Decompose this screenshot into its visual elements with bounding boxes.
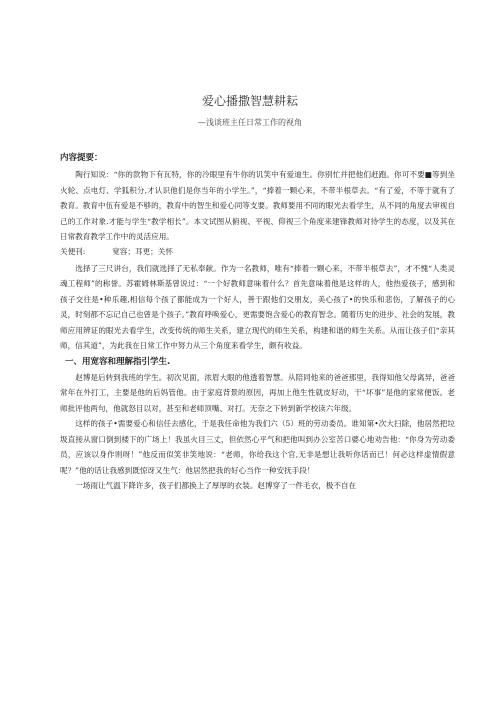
- document-subtitle: —浅谈班主任日常工作的视角: [198, 118, 302, 127]
- section-heading-1: 一、用宽容和理解指引学生.: [65, 356, 171, 367]
- section1-paragraph: 赵博是后转到我班的学生。初次见面，浓眉大眼的他透着智慧。从陪同他来的爸爸那里，我得知他父母离异，爸爸常年在外打工，主要是他的后妈管他。由于家庭背景的原因，再加上他生性就皮好动，干“坏事”是他的家常便饭。老师批评他两句，他就怒目以对，甚至和老师顶嘴、对打。无奈之下转到新学校读六年级。: [60, 372, 455, 413]
- section1-paragraph: 一场雨让气温下降许多，孩子们都换上了厚厚的衣装。赵博穿了一件毛衣，极不自在: [75, 481, 357, 490]
- intro-paragraph: 选择了三尺讲台，我们就选择了无私奉献。作为一名教师，唯有“捧着一颗心来，不带半根草去”，才不愧“人类灵魂工程师”的称誉。苏霍姆林斯基曾说过：“一个好教师意味着什么？首先意味着他是这样的人，他热爱孩子，感到和孩子交往是•种乐趣,相信每个孩了都能成为一个好人，善于跟他们交朋友，美心孩了•的快乐和悲伤，了解孩子的心灵，时刻都不忘记自己也曾是个孩子。”教育呼唤爱心，更需要饱含爱心的教育智念。随着历史的进步、社会的发展，教师应用辨证的眼光去看学生，改变传统的师生关系，建立现代的师生关系，构建和谐的师生关系。从而让孩子们“亲其师，信其道”，为此我在日常工作中努力从三个角度来看学生，颇有收益。: [60, 263, 455, 350]
- keywords-label: 关便刊:: [60, 246, 86, 256]
- summary-paragraph: 陶行知说：“你的款物下有瓦特，你的冷眼里有牛你的讥笑中有爱迪生。你别忙并把他们赶跑。你可不要■等到坐火轮、点电灯、学狐积分,才认识他们是你当年的小学生。”，“捧着一颗心来，不带半根草去。“有了爱，不等于就有了教育。教育中伍有爱是不够的，教育中的智生和爱心同等支要。教师要用不同的眼光去看学生，从不同的角度去审视自己的工作对象.才能与学生“教学相长”。本文试图从俯视、平视、仰视三个角度来建锋教师对待学生的态度，以及其在日常教育教学工作中的灵活应用。: [60, 170, 455, 241]
- keywords-text: 宽容；耳更；关怀: [112, 246, 173, 256]
- keywords-row: [60, 245, 455, 261]
- document-title: 爱心播撒智慧耕耘: [201, 94, 298, 108]
- document-body: [60, 150, 455, 494]
- summary-heading: 内容提要：: [60, 153, 103, 163]
- section1-paragraph: 这样的孩子•需要爱心和信任去感化，于是我任命他为我们六（5）班的劳动委员。谁知第•次大扫除，他居然把垃圾直接从窗口倒到楼下的广场上！我虽火目三丈，但依然心平气和把他叫到办公室苦口婆心地劝告他：“你身为劳动委员，应该以身作则呀！”他反而似笑非笑地说：“老师，你给我这个官,无非是想让我听你话而已！何必这样虚情假意呢？”他的话让我感到既惊讶又生气：他居然把我的好心当作一种安抚手段！: [60, 419, 455, 475]
